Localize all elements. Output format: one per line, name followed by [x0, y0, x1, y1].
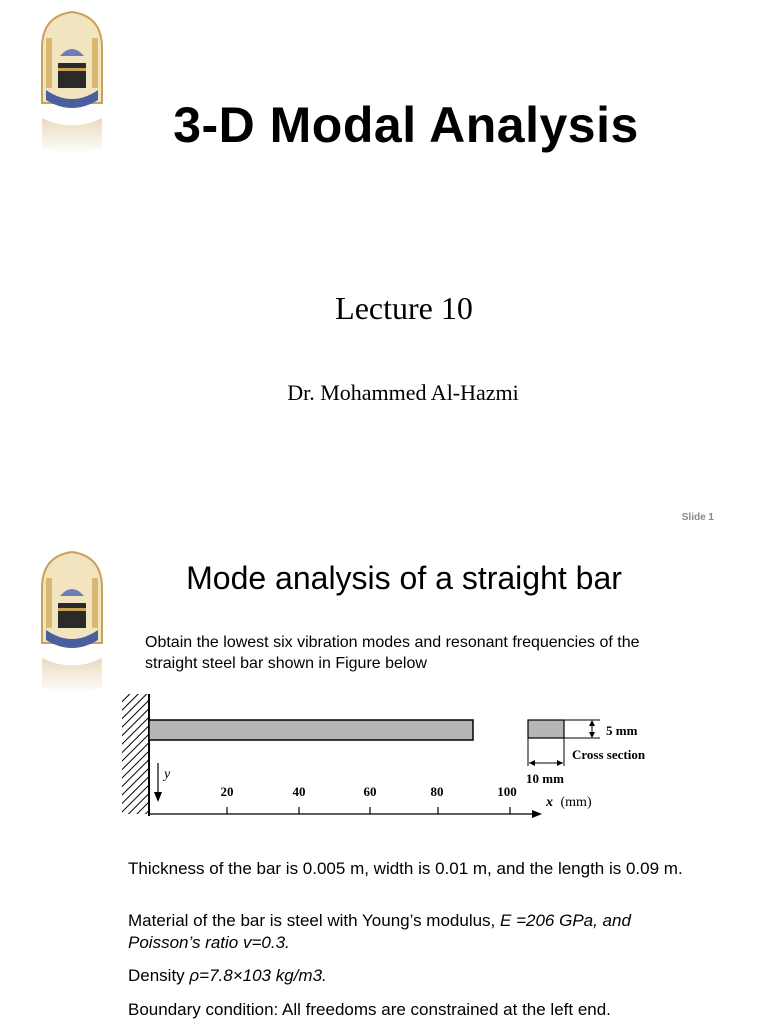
density-value: ρ=7.8×103 kg/m3. — [189, 966, 327, 985]
fixed-wall — [122, 694, 148, 814]
tick-label-100: 100 — [497, 784, 517, 799]
slide-title: 3-D Modal Analysis — [173, 97, 639, 153]
slide-number-label: Slide 1 — [681, 512, 714, 523]
steel-bar — [149, 720, 473, 740]
thickness-arrow-top — [589, 720, 595, 726]
bar-dimensions-text: Thickness of the bar is 0.005 m, width is 0.01 m, and the length is 0.09 m. — [128, 859, 683, 878]
density-text — [128, 965, 688, 987]
x-axis-arrow — [532, 810, 542, 818]
material-text-plain: Material of the bar is steel with Young’s modulus, — [128, 911, 501, 930]
cross-section-label: Cross section — [572, 747, 646, 762]
thickness-label: 5 mm — [606, 723, 638, 738]
width-arrow-right — [557, 760, 563, 766]
cross-section-rect — [528, 720, 564, 738]
y-axis-label: y — [164, 767, 171, 782]
content-slide — [0, 540, 768, 1024]
x-axis-unit: (mm) — [560, 795, 592, 810]
problem-line-2: straight steel bar shown in Figure below — [145, 655, 427, 672]
width-arrow-left — [529, 760, 535, 766]
tick-label-40: 40 — [292, 784, 306, 799]
x-axis-variable: x — [546, 795, 553, 810]
problem-line-1: Obtain the lowest six vibration modes and resonant frequencies of the — [145, 634, 640, 651]
material-properties: E =206 GPa, and Poisson’s ratio v=0.3. — [128, 911, 631, 952]
material-text — [128, 910, 688, 954]
boundary-condition-text: Boundary condition: All freedoms are constrained at the left end. — [128, 1000, 611, 1019]
bar-figure — [118, 688, 668, 823]
density-label: Density — [128, 966, 190, 985]
y-axis-arrow — [154, 792, 162, 802]
tick-label-20: 20 — [220, 784, 234, 799]
problem-statement — [145, 632, 705, 674]
lecture-number: Lecture 10 — [335, 290, 473, 326]
width-label: 10 mm — [526, 771, 564, 786]
tick-label-80: 80 — [430, 784, 444, 799]
x-axis-label — [545, 795, 592, 810]
tick-label-60: 60 — [363, 784, 377, 799]
slide-title: Mode analysis of a straight bar — [186, 560, 622, 596]
thickness-arrow-bottom — [589, 732, 595, 738]
author-name: Dr. Mohammed Al-Hazmi — [287, 380, 519, 405]
